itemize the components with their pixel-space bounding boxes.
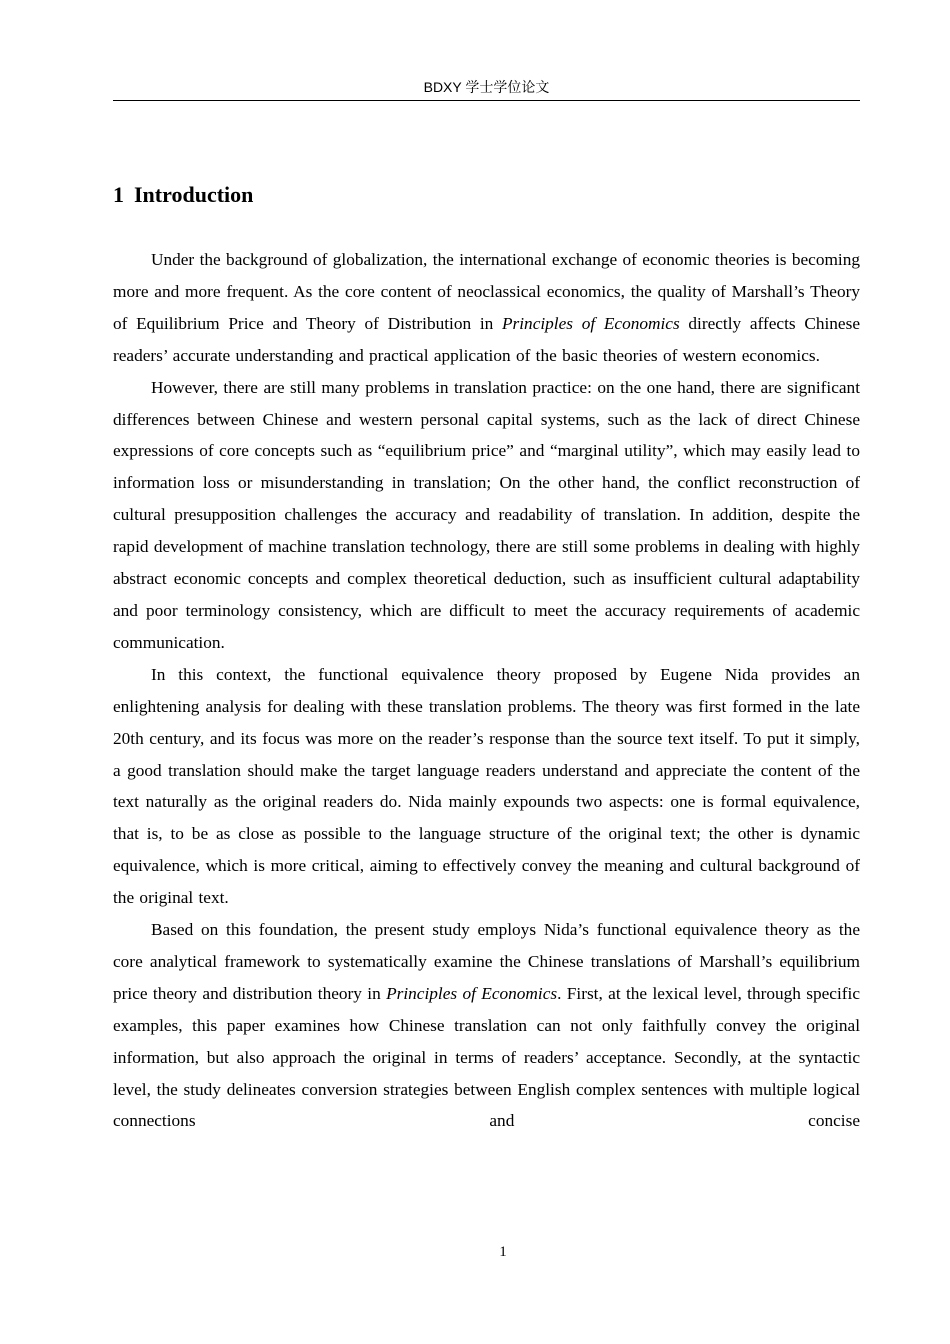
paragraph-4-text: Based on this foundation, the present study employs Nida’s functional equivalence theory as the core analytical framework to systematically examine the Chinese translations of Marshall’s equilibrium price theory and distribution theory in <box>113 920 860 1003</box>
document-body <box>113 244 860 1137</box>
paragraph-1-text-end: directly affects Chinese readers’ accurate understanding and practical application of the basic theories of western economics. <box>113 313 860 365</box>
section-title: Introduction <box>134 182 254 207</box>
paragraph-4 <box>113 914 860 1137</box>
paragraph-3: In this context, the functional equivalence theory proposed by Eugene Nida provides an enlightening analysis for dealing with these translation problems. The theory was first formed in the late 20th century, and its focus was more on the reader’s response than the source text itself. To put it simply, a good translation should make the target language readers understand and appreciate the content of the text naturally as the original readers do. Nida mainly expounds two aspects: one is formal equivalence, that is, to be as close as possible to the language structure of the original text; the other is dynamic equivalence, which is more critical, aiming to effectively convey the meaning and cultural background of the original text. <box>113 664 860 908</box>
paragraph-1 <box>113 244 860 372</box>
header-rule <box>113 100 860 101</box>
page-header: BDXY 学士学位论文 <box>423 79 550 95</box>
section-number: 1 <box>113 182 124 207</box>
book-title: Principles of Economics <box>501 313 680 333</box>
section-heading <box>113 181 253 209</box>
book-title: Principles of Economics <box>386 983 558 1003</box>
paragraph-1-text: Under the background of globalization, the international exchange of economic theories is becoming more and more frequent. As the core content of neoclassical economics, the quality of Marshall’s Theory of Equilibrium Price and Theory of Distribution in <box>113 250 860 333</box>
page-number: 1 <box>499 1244 507 1260</box>
paragraph-4-text-end: . First, at the lexical level, through specific examples, this paper examines how Chinese translation can not only faithfully convey the original information, but also approach the original in terms of readers’ acceptance. Secondly, at the syntactic level, the study delineates conversion strategies between English complex sentences with multiple logical connections and concise <box>113 983 860 1131</box>
paragraph-2: However, there are still many problems in translation practice: on the one hand, there are significant differences between Chinese and western personal capital systems, such as the lack of direct Chinese expressions of core concepts such as “equilibrium price” and “marginal utility”, which may easily lead to information loss or misunderstanding in translation; On the other hand, the conflict reconstruction of cultural presupposition challenges the accuracy and readability of translation. In addition, despite the rapid development of machine translation technology, there are still some problems in dealing with highly abstract economic concepts and complex theoretical deduction, such as insufficient cultural adaptability and poor terminology consistency, which are difficult to meet the accuracy requirements of academic communication. <box>113 377 860 652</box>
